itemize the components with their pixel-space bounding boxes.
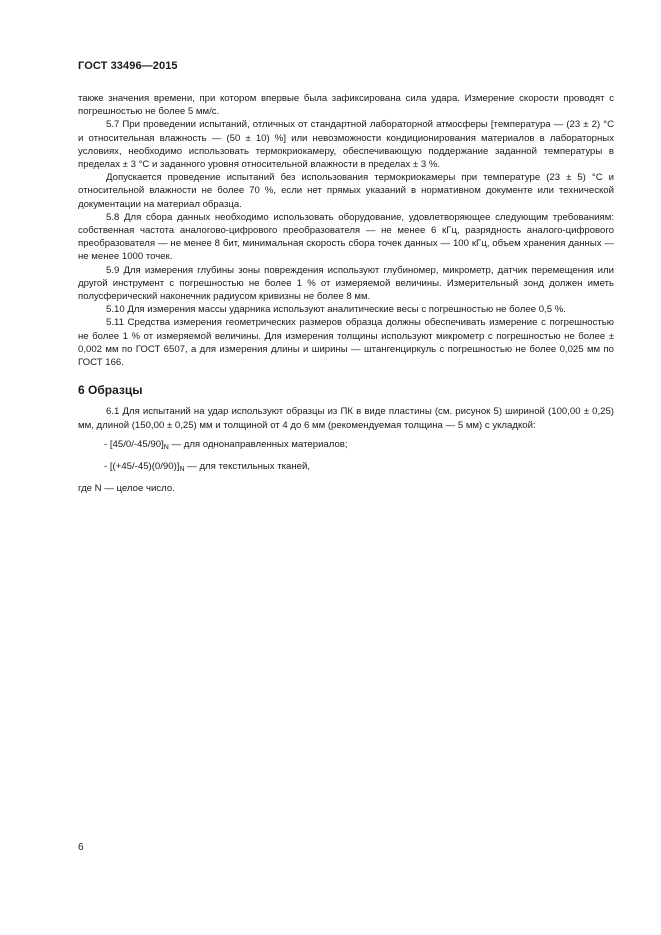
paragraph-5-11: 5.11 Средства измерения геометрических размеров образца должны обеспечивать измерение с погрешностью не более 1 % от измеряемой величины. Для измерения толщины используют микрометр с погрешностью не более ± 0,002 мм по ГОСТ 6507, а для измерения длины и ширины — штангенциркуль с погрешностью не более 0,025 мм по ГОСТ 166. bbox=[78, 317, 614, 369]
list-item-prefix: - [(+45/-45)(0/90)] bbox=[104, 461, 180, 473]
page-content bbox=[78, 92, 614, 495]
paragraph-continuation: также значения времени, при котором впервые была зафиксирована сила удара. Измерение скорости проводят с погрешностью не более 5 мм/с. bbox=[78, 93, 614, 118]
paragraph-6-1: 6.1 Для испытаний на удар используют образцы из ПК в виде пластины (см. рисунок 5) шириной (100,00 ± 0,25) мм, длиной (150,00 ± 0,25) мм и толщиной от 4 до 6 мм (рекомендуемая толщина — 5 мм) с укладкой: bbox=[78, 406, 614, 431]
paragraph-5-9: 5.9 Для измерения глубины зоны повреждения используют глубиномер, микрометр, датчик перемещения или другой инструмент с погрешностью не более 1 % от измеряемой величины. Измерительный зонд должен иметь полусферический наконечник радиусом кривизны не более 8 мм. bbox=[78, 264, 614, 303]
paragraph-5-7: 5.7 При проведении испытаний, отличных от стандартной лабораторной атмосферы [температура — (23 ± 2) °C и относительная влажность — (50 ± 10) %] или невозможности кондиционирования материалов в лабораторных условиях, необходимо использовать термокриокамеру, обеспечивающую поддержание заданной температуры в пределах ± 3 °С и заданного уровня относительной влажности в пределах ± 3 %. bbox=[78, 119, 614, 171]
list-item-unidirectional bbox=[104, 438, 614, 454]
where-clause: где N — целое число. bbox=[78, 483, 175, 495]
list-item-suffix: — для однонаправленных материалов; bbox=[168, 438, 348, 450]
list-item-subscript: N bbox=[163, 443, 169, 451]
list-item-textile bbox=[104, 460, 614, 476]
paragraph-5-10: 5.10 Для измерения массы ударника используют аналитические весы с погрешностью не более 0,5 %. bbox=[106, 304, 566, 316]
paragraph-5-8: 5.8 Для сбора данных необходимо использовать оборудование, удовлетворяющее следующим требованиям: собственная частота аналогово-цифрового преобразователя — не менее 6 кГц, разрядность аналого-цифрового преобразователя — не менее 8 бит, минимальная скорость сбора точек данных — 100 кГц, объем хранения данных — не менее 1000 точек. bbox=[78, 211, 614, 263]
section-title: 6 Образцы bbox=[78, 383, 143, 398]
list-item-prefix: - [45/0/-45/90] bbox=[104, 438, 164, 450]
document-header: ГОСТ 33496—2015 bbox=[78, 60, 178, 72]
paragraph-5-7-allowance: Допускается проведение испытаний без использования термокриокамеры при температуре (23 ± 5) °C и относительной влажности не более 70 %, если нет прямых указаний в нормативном документе или технической документации на материал образца. bbox=[78, 172, 614, 210]
list-item-suffix: — для текстильных тканей, bbox=[184, 461, 311, 473]
list-item-subscript: N bbox=[179, 466, 185, 474]
page-number: 6 bbox=[78, 842, 84, 853]
